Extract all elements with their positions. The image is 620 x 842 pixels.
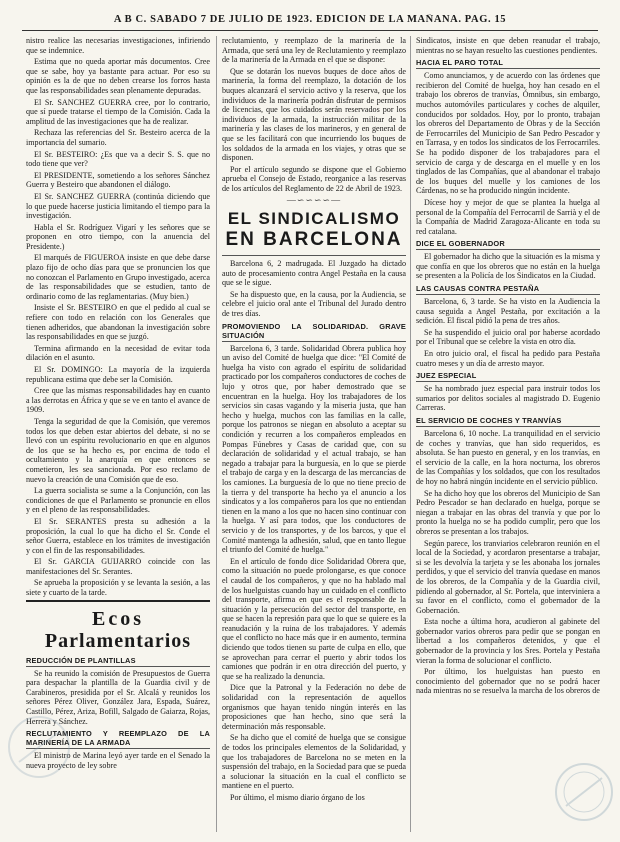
- paragraph: Termina afirmando en la necesidad de evitar toda dilación en el asunto.: [26, 343, 210, 363]
- paragraph: Rechaza las referencias del Sr. Besteiro acerca de la importancia del sumario.: [26, 128, 210, 147]
- paragraph: La guerra socialista se sume a la Conjunción, con las condiciones de que el Parlamento se pronuncie en ellos y en el pleno de las responsabilidades.: [26, 486, 210, 515]
- paragraph: El Sr. BESTEIRO: ¿Es que va a decir S. S. que no todo tiene que ver?: [26, 149, 210, 169]
- paragraph: Por último, el mismo diario órgano de los: [230, 792, 365, 802]
- section-heading-line: Ecos: [92, 607, 144, 630]
- paragraph: Según parece, los tranviarios celebraron reunión en el local de la Sociedad, y acordaron presentarse a trabajar, si se les devolvía la tarjeta y se les abonaba los jornales perdidos, y que el servicio del tranvía quedase en manos de los obreros, de la Compañía y de la Guardia civil, pidiendo al gobernador, al Sr. Portela, que interviniera a su favor en el conflicto, como el gobernador de la Gobernación.: [416, 538, 600, 615]
- paragraph: nistro realice las necesarias investigaciones, infiriendo que se indemnice.: [26, 36, 210, 55]
- paragraph: Se ha reunido la comisión de Presupuestos de Guerra para despachar la plantilla de la Guardia civil y de Carabineros, presidida por el Sr. Alcalá y reunidos los señores Pérez Oliver, González Jara, Espada, Suárez, Castillo, Pérez, Ariza, Bofill, Salgado de Gaiarza, Rojas, Herrera y Sánchez.: [26, 668, 210, 726]
- paragraph: Se aprueba la proposición y se levanta la sesión, a las siete y cuarto de la tarde.: [26, 578, 210, 598]
- header-rule: [22, 30, 598, 31]
- paragraph: Barcelona 6, 2 madrugada. El Juzgado ha dictado auto de procesamiento contra Angel Pestaña en la causa que se le sigue.: [222, 259, 406, 288]
- section-heading-line: Parlamentarios: [44, 629, 192, 652]
- paragraph: Se ha dicho hoy que los obreros del Municipio de San Pedro Pescador se han declarado en huelga, porque se niegan a trabajar en las obras del tranvía y que por lo pronto la huelga no se ha podido cumplir, pero que los obreros se presentan a los trabajos.: [416, 488, 600, 536]
- paragraph: Por el artículo segundo se dispone que el Gobierno aprueba el Consejo de Estado, reorganice a las reservas de los artículos del Reglamento de 22 de Abril de 1923.: [222, 164, 406, 193]
- headline-line: EN BARCELONA: [225, 229, 403, 251]
- paragraph: El Sr. GARCIA GUIJARRO coincide con las manifestaciones del Sr. Serantes.: [26, 557, 210, 576]
- section-rule: [26, 600, 210, 602]
- column-divider: [216, 36, 217, 832]
- paragraph: Se ha nombrado juez especial para instruir todos los sumarios por delitos sociales al magistrado D. Eugenio Carreras.: [416, 384, 600, 413]
- column-2: [222, 36, 406, 832]
- subheading: LAS CAUSAS CONTRA PESTAÑA: [416, 284, 600, 295]
- subheading: EL SERVICIO DE COCHES Y TRANVÍAS: [416, 416, 600, 427]
- subheading: REDUCCIÓN DE PLANTILLAS: [26, 656, 210, 667]
- paragraph: Se ha dispuesto que, en la causa, por la Audiencia, se celebre el juicio oral ante el Tribunal del Jurado dentro de tres días.: [222, 289, 406, 319]
- paragraph: reclutamiento, y reemplazo de la marinería de la Armada, que será una ley de Reclutamiento y reemplazo de la marinería de la Armada en el que se dispone:: [222, 36, 406, 65]
- paragraph: Tenga la seguridad de que la Comisión, que veremos todos los que deben estar abiertos del debate, si no se llevó con un espíritu revolucionario en que en algunos de los que se ha hecho es, por encima de todo el ocultamiento y la anarquía en que entonces se cometieron, les sea sancionada. Por eso reclamo de nuevo la creación de una Comisión que de eso.: [26, 416, 210, 484]
- paragraph: El marqués de FIGUEROA insiste en que debe darse plazo fijo de ocho días para que se pronuncien los que no conozcan el Parlamento en Grupo investigado, acerca de las responsabilidades que se estudien, tanto de ordinario como de las reglamentarias. (Muy bien.): [26, 253, 210, 301]
- subheading: HACIA EL PARO TOTAL: [416, 58, 600, 69]
- paragraph: Sindicatos, insiste en que deben reanudar el trabajo, mientras no se hayan resuelto las cuestiones pendientes.: [416, 36, 600, 55]
- column-3: [416, 36, 600, 832]
- paragraph: Barcelona 6, 10 noche. La tranquilidad en el servicio de coches y tranvías, que han sido requeridos, es absoluta. Se han puesto en general, y en los tranvías, en el servicio de la calle, en la hora nocturna, los obreros de las Compañías y los soldados, que con los resultados de hoy no habrá ningún incidente en el servicio público.: [416, 429, 600, 486]
- paragraph: El Sr. SERANTES presta su adhesión a la proposición, la cual lo que ha dicho el Sr. Conde el señor Guerra, establece en los trámites de investigación y con el fin de las responsabilidades.: [26, 516, 210, 555]
- subheading: DICE EL GOBERNADOR: [416, 239, 600, 250]
- column-divider: [410, 36, 411, 832]
- paragraph: Insiste el Sr. BESTEIRO en que el pedido al cual se refiere con todo en relación con los Generales que tienen adheridos, que abandonan la investigación sobre las responsabilidades en que se juzgó.: [26, 303, 210, 342]
- paragraph: Como anunciamos, y de acuerdo con las órdenes que recibieron del Comité de huelga, hoy han cesado en el trabajo los obreros de tranvías, Ómnibus, sin embargo, muchos automóviles particulares y coches de alquiler, conducidos por soldados. Hoy, por lo pronto, trabajan los obreros del Departamento de Obras y de la Sección de Ferrocarriles del Municipio de San Pedro Pescador y en Tarrasa, y en todos los sindicatos de los Ferrocarriles. Se ha podido disponer de los trabajadores para el servicio de carga y de descarga en el muelle y en los tinglados de las Compañías, que al abandonar el trabajo de los buques del muelle y los camiones de los Cárdenas, no se ha producido ningún incidente.: [416, 71, 600, 196]
- paragraph: Dícese hoy y mejor de que se plantea la huelga al personal de la Compañía del Ferrocarril de Sarrià y el de la Compañía de Madrid Zaragoza-Alicante en toda su red catalana.: [416, 197, 600, 236]
- paragraph: Cree que las mismas responsabilidades hay en cuanto a las derrotas en África y que se ve en tanto el avance de 1909.: [26, 386, 210, 415]
- paragraph: El Sr. DOMINGO: La mayoría de la izquierda republicana estima que debe ser la Comisión.: [26, 365, 210, 384]
- paragraph: Habla el Sr. Rodríguez Vigarí y les señores que se proponen en otro tiempo, con la anuencia del Presidente.): [26, 222, 210, 251]
- paragraph: Que se dotarán los nuevos buques de doce años de marinería, la forma del reemplazo, la dotación de los buques alcanzará el servicio activo y la reserva, que los individuos de la marinería podrán disfrutar de permisos de licencias, que los cuidados serán reservados por los individuos de la armada, la instrucción militar de la marinería y las clases de los marineros, y en general de que se les facilitará con que incurriendo los buques de los soldados de la armada en los viajes, y otras que se disponen.: [222, 66, 406, 163]
- paragraph: El PRESIDENTE, sometiendo a los señores Sánchez Guerra y Besteiro que abandonen el diálogo.: [26, 170, 210, 190]
- section-heading-ecos: [26, 608, 210, 652]
- paragraph: Esta noche a última hora, acudieron al gabinete del gobernador varios obreros para pedir que se pongan en libertad a los compañeros detenidos, y que el gobernador de la provincia y los Sres. Portela y Pestaña vieran la forma de solucionar el conflicto.: [416, 617, 600, 665]
- paragraph: El ministro de Marina leyó ayer tarde en el Senado la nueva proyecto de ley sobre: [26, 751, 210, 770]
- page-header: A B C. SABADO 7 DE JULIO DE 1923. EDICION DE LA MAÑANA. PAG. 15: [113, 14, 507, 25]
- headline-line: EL SINDICALISMO: [227, 209, 401, 229]
- ornament-divider: —∽∽∽∽—: [286, 194, 342, 205]
- paragraph: El gobernador ha dicho que la situación es la misma y que confía en que los obreros que no están en la huelga se presenten a la Policía de los Sindicatos en la Ciudad.: [416, 252, 600, 281]
- column-1: [26, 36, 210, 832]
- paragraph: Barcelona, 6, 3 tarde. Se ha visto en la Audiencia la causa seguida a Angel Pestaña, por excitación a la sedición. El fiscal pidió la pena de tres años.: [416, 297, 600, 326]
- paragraph: En otro juicio oral, el fiscal ha pedido para Pestaña cuatro meses y un día de arresto mayor.: [416, 349, 600, 368]
- paragraph: Por último, los huelguistas han puesto en conocimiento del gobernador que no se podrá hacer nada mientras no se resuelva la marcha de los obreros de: [416, 667, 600, 696]
- article-headline: [222, 209, 406, 251]
- paragraph: Barcelona 6, 3 tarde. Solidaridad Obrera publica hoy un aviso del Comité de huelga que dice: "El Comité de huelga ha visto con agrado el espíritu de solidaridad practicado por los compañeros conductores de coches de lujo y otros que, por haber demostrado que se encuentran en la huelga. Hoy los trabajadores de los servicios sin casas vagando y la miseria justa, que han hecho y huelga, muchos con las familias en la calle, porque los patronos se niegan en absoluto a aceptar su condición y recurren a los compañeros empleados en Pompas Fúnebres y Casas de caridad que, con su declaración de solidaridad y el actual trabajo, se han negado a trabajar para la burguesía, en lo que se pierde el trabajo de carga y en la descarga de las mercancías de los camiones. La burguesía de lo que no tiene precio de la tierra y del transporte ha hecho ya el anuncio a los sindicatos y a los compañeros para los que no entiendan tienen en la mano a los que no hacen sino continuar con la huelga. Y así para todos, que los conductores de servicio y de los transportes, y de los barcos, y que el Comité mantenga la adhesión, salud, que en tanto llegue el triunfo del Comité de huelga.": [222, 343, 406, 555]
- paragraph: En el artículo de fondo dice Solidaridad Obrera que, como la situación no puede prolongarse, es que conoce el caudal de los compañeros, y que no ha hablado mal de los huelguistas cuando hay un cuidado en el conflicto del transporte, afirma en que es el responsable de la situación y la persecución del sector del transporte, en que se hacen la represión para que lo que se quiere es la reanudación y la ruina de los trabajadores. Y además que el conflicto no hace más que ir en aumento, termina diciendo que todos tienen su parte de culpa en ello, que se aprovechan para cerrar el puerto y abrir todos los camiones que podrán ir en otra dirección del puerto, y que se ha realizado la denuncia.: [222, 556, 406, 681]
- subheading: PROMOVIENDO LA SOLIDARIDAD. GRAVE SITUACIÓN: [222, 321, 406, 340]
- subheading: RECLUTAMIENTO Y REEMPLAZO DE LA MARINERÍA DE LA ARMADA: [26, 729, 210, 748]
- paragraph: El Sr. SANCHEZ GUERRA (continúa diciendo que lo que puede hacerse justicia limitando el tiempo para la investigación.: [26, 191, 210, 221]
- headline-rule: [222, 255, 406, 256]
- paragraph: Se ha suspendido el juicio oral por haberse acordado por el Tribunal que se celebre la vista en otro día.: [416, 327, 600, 347]
- paragraph: Se ha dicho que el comité de huelga que se consigue de todos los principales elementos de la Solidaridad, y que los trabajadores de Barcelona no se meten en la suspensión del trabajo, en la Sociedad para que se pueda a solucionar la situación en la cual el conflicto se mantiene en el puerto.: [222, 733, 406, 791]
- subheading: JUEZ ESPECIAL: [416, 371, 600, 382]
- paragraph: Dice que la Patronal y la Federación no debe de solidaridad con la representación de aquellos organismos que hayan tenido ningún interés en las proposiciones que han hecho, sino que será la determinación más responsable.: [222, 683, 406, 731]
- paragraph: Estima que no queda aportar más documentos. Cree que se sabe, hoy ya bastante para actuar. Por eso su opinión es la de que no deben crearse los forros hasta que las responsabilidades sean plenamente depuradas.: [26, 57, 210, 95]
- paragraph: El Sr. SANCHEZ GUERRA cree, por lo contrario, que sí puede tratarse el tiempo de la Comisión. Cada la amplitud de las investigaciones que ha de realizar.: [26, 97, 210, 126]
